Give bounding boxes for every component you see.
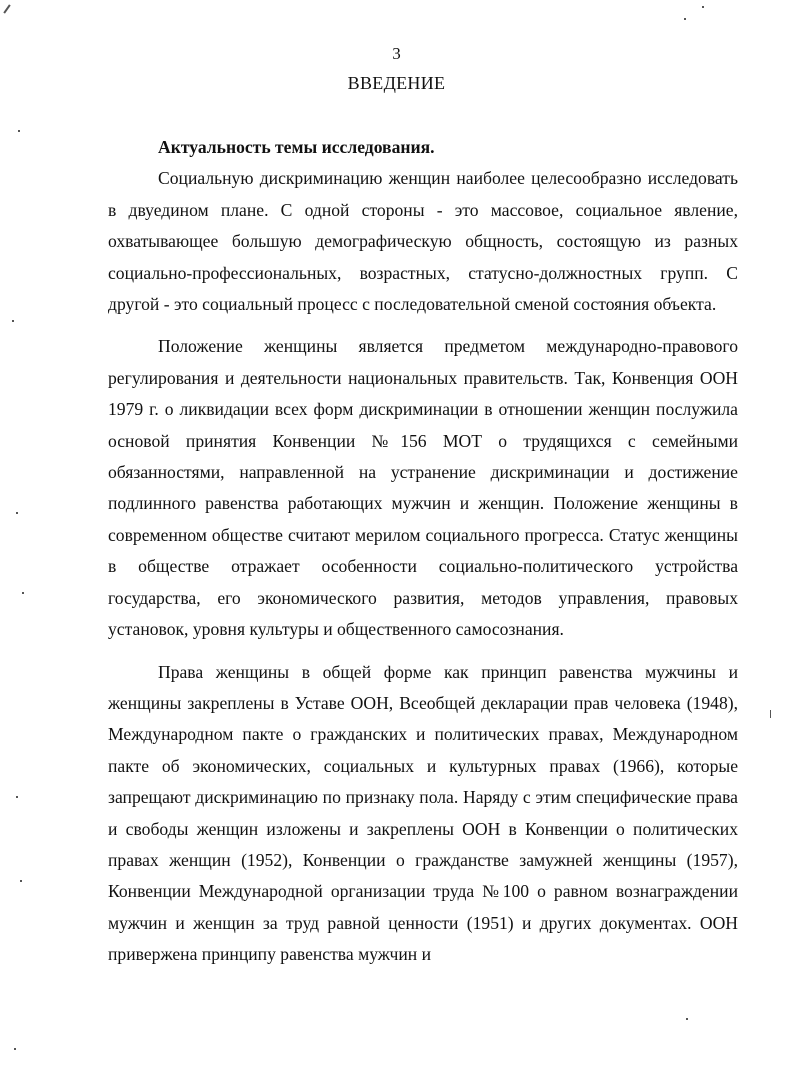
paragraph: Положение женщины является предметом международно-правового регулирования и деятельности национальных правительств. Так, Конвенция ООН 1979 г. о ликвидации всех форм дискриминации в отношении женщин послужила основой принятия Конвенции №156 МОТ о трудящихся с семейными обязанностями, направленной на устранение дискриминации и достижение подлинного равенства работающих мужчин и женщин. Положение женщины в современном обществе считают мерилом социального прогресса. Статус женщины в обществе отражает особенности социально-политического устройства государства, его экономического развития, методов управления, правовых установок, уровня культуры и общественного самосознания. xyxy=(108,336,738,640)
scan-mark xyxy=(16,512,18,514)
scan-mark xyxy=(702,6,704,8)
scan-mark xyxy=(16,796,18,798)
section-subheading: Актуальность темы исследования. xyxy=(158,137,435,157)
scan-mark xyxy=(22,592,24,594)
scan-mark xyxy=(770,710,771,718)
scan-mark xyxy=(14,1048,16,1050)
paragraph: Права женщины в общей форме как принцип равенства мужчины и женщины закреплены в Уставе ООН, Всеобщей декларации прав человека (1948), Международном пакте о гражданских и политических правах, Международном пакте об экономических, социальных и культурных правах (1966), которые запрещают дискриминацию по признаку пола. Наряду с этим специфические права и свободы женщин изложены и закреплены ООН в Конвенции о политических правах женщин (1952), Конвенции о гражданстве замужней женщины (1957), Конвенции Международной организации труда №100 о равном вознаграждении мужчин и женщин за труд равной ценности (1951) и других документах. ООН привержена принципу равенства мужчин и xyxy=(108,661,738,965)
scan-mark xyxy=(12,320,14,322)
page-title: ВВЕДЕНИЕ xyxy=(347,73,446,93)
scan-mark xyxy=(20,880,22,882)
scan-mark xyxy=(18,130,20,132)
page-number: 3 xyxy=(392,44,401,63)
scan-mark xyxy=(3,4,10,13)
body-text xyxy=(108,132,738,971)
paragraph: Социальную дискриминацию женщин наиболее целесообразно исследовать в двуедином плане. С одной стороны - это массовое, социальное явление, охватывающее большую демографическую общность, состоящую из разных социально-профессиональных, возрастных, статусно-должностных групп. С другой - это социальный процесс с последовательной сменой состояния объекта. xyxy=(108,168,738,315)
scan-mark xyxy=(686,1018,688,1020)
scan-mark xyxy=(684,18,686,20)
